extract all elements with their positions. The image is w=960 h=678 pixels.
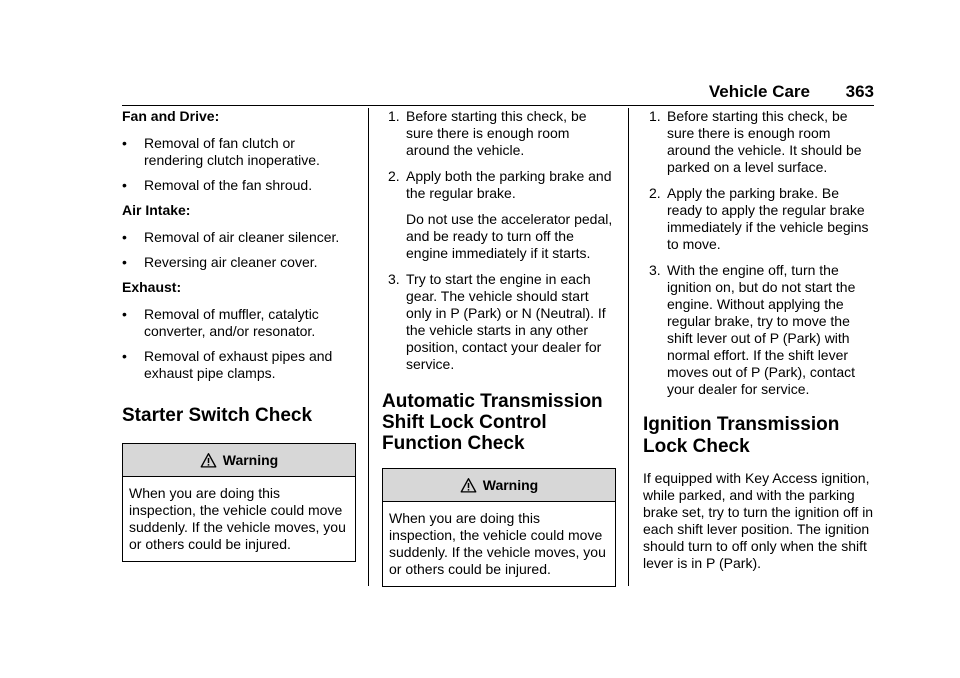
list-item: 1. Before starting this check, be sure there is enough room around the vehicle. It should be parked on a level surface. (649, 108, 862, 175)
page-number: 363 (845, 82, 874, 101)
bullet-icon: • (122, 348, 127, 364)
list-item: • Removal of air cleaner silencer. (122, 229, 340, 245)
warning-triangle-icon (200, 452, 217, 469)
column-middle (382, 108, 616, 595)
warning-label: Warning (222, 451, 279, 468)
column-left (122, 108, 356, 570)
column-divider (628, 108, 629, 586)
warning-text: When you are doing this inspection, the vehicle could move suddenly. If the vehicle moves, you or others could be injured. (389, 510, 606, 577)
column-divider (368, 108, 369, 586)
bullet-icon: • (122, 135, 127, 151)
warning-triangle-icon (460, 477, 477, 494)
warning-label: Warning (482, 476, 539, 493)
list-item: • Removal of exhaust pipes and exhaust pipe clamps. (122, 348, 333, 381)
exhaust-heading: Exhaust: (122, 279, 182, 295)
bullet-icon: • (122, 306, 127, 322)
list-item: • Removal of fan clutch or rendering clutch inoperative. (122, 135, 320, 168)
bullet-icon: • (122, 254, 127, 270)
warning-box (122, 443, 356, 562)
list-item: 3. Try to start the engine in each gear. The vehicle should start only in P (Park) or N (Neutral). If the vehicle starts in any other position, contact your dealer for service. (388, 271, 606, 372)
fan-drive-heading: Fan and Drive: (122, 108, 220, 124)
section-title-starter-switch-check: Starter Switch Check (122, 405, 313, 426)
list-item: 2. Apply the parking brake. Be ready to apply the regular brake immediately if the vehicle begins to move. (649, 185, 869, 252)
list-item: • Reversing air cleaner cover. (122, 254, 318, 270)
warning-box (382, 468, 616, 587)
warning-header (383, 469, 615, 502)
step-note: Do not use the accelerator pedal, and be ready to turn off the engine immediately if it starts. (406, 211, 613, 261)
section-running-head: Vehicle Care (708, 82, 810, 101)
warning-text: When you are doing this inspection, the vehicle could move suddenly. If the vehicle moves, you or others could be injured. (129, 485, 346, 552)
column-right (643, 108, 876, 572)
list-item: 1. Before starting this check, be sure there is enough room around the vehicle. (388, 108, 587, 158)
ignition-check-paragraph: If equipped with Key Access ignition, while parked, and with the parking brake set, try to turn the ignition off in each shift lever position. The ignition should turn to off only when the shift lever is in P (Park). (643, 470, 874, 571)
section-title-shift-lock-check: Automatic Transmission Shift Lock Control Function Check (382, 391, 603, 454)
list-item: 3. With the engine off, turn the ignition on, but do not start the engine. Without applying the regular brake, try to move the shift lever out of P (Park) with normal effort. If the shift lever moves out of P (Park), contact your dealer for service. (649, 262, 856, 397)
list-item: • Removal of muffler, catalytic converter, and/or resonator. (122, 306, 319, 339)
section-title-ignition-lock-check: Ignition Transmission Lock Check (643, 414, 840, 457)
warning-header (123, 444, 355, 477)
bullet-icon: • (122, 229, 127, 245)
list-item: 2. Apply both the parking brake and the regular brake. (388, 168, 612, 201)
page-header (122, 83, 874, 106)
air-intake-heading: Air Intake: (122, 202, 191, 218)
bullet-icon: • (122, 177, 127, 193)
list-item: • Removal of the fan shroud. (122, 177, 313, 193)
